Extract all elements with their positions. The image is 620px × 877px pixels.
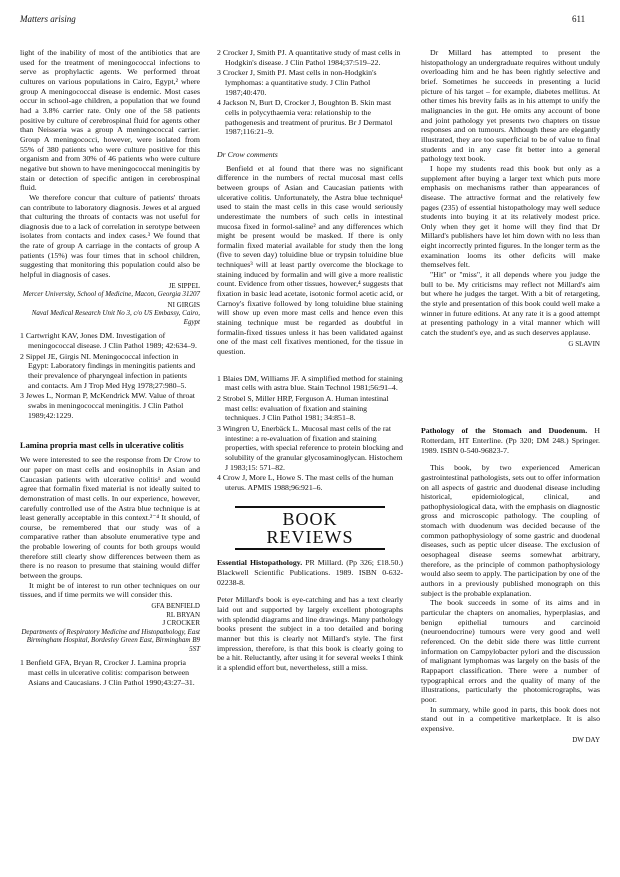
reference-list — [217, 374, 403, 493]
signature-block — [20, 282, 200, 327]
author-affiliation: Departments of Respiratory Medicine and Histopathology, East Birmingham Hospital, Bordesley Green East, Birmingham B9 5ST — [21, 627, 200, 653]
review-paragraph: I hope my students read this book but only as a supplement after buying a larger text which puts more emphasis on mechanisms rather than appearances of disease. The attractive format and the relatively few pages (235) of essential histopathology may well seduce students into buying it at its relatively modest price. Only when they get it home will they find that Dr Millard's publishers have let him down with no less than eight incorrectly printed figures. In the longer term as the examination looms its other deficits will make themselves felt. — [421, 163, 600, 270]
reference-item: 1 Blaies DM, Williams JF. A simplified method for staining mast cells with astra blue. Stain Technol 1981;56:91–4. — [217, 373, 403, 393]
article-paragraph: We were interested to see the response from Dr Crow to our paper on mast cells and eosinophils in Asian and Caucasian patients with ulcerative colitis¹ and would agree that formalin fixed material is not ideally suited to demonstration of mast cells. In our experience, however, carefully controlled use of the Astra blue technique is at least generally acceptable in this context.²⁻⁴ It should, of course, be remembered that our study was of a comparative rather than absolute enumerative type and the probable lowering of counts for both groups would therefore still clearly show differences between them as there is no reason to presume that staining would differ between the groups. — [20, 455, 200, 581]
article-paragraph: It might be of interest to run other techniques on our tissues, and if time permits we will consider this. — [20, 580, 200, 600]
comment-paragraph: Benfield et al found that there was no significant difference in the numbers of rectal mucosal mast cells between groups of Asian and Caucasian patients with ulcerative colitis. Unfortunately, the Astra blue technique¹ used to stain the mast cells in this case would seriously underestimate the numbers of such cells in intestinal mucosa fixed in formol-saline² and any differences which might be present would be masked. If there is only formalin fixed material available for study then the long (five to seven day) toluidine blue or trypsin toluidine blue techniques³ will at least partly overcome the blockage to staining induced by formalin and will give a more realistic count. Evidence from other tissues, however,⁴ suggests that fixation in basic lead acetate, isotonic formol acetic acid, or Carnoy's fixative followed by long toluidine blue staining will show up even more mast cells and hence even this staining technique must be regarded as doubtful in formalin-fixed tissues unless it has been validated against one of the mast cell fixatives mentioned, for the tissue in question. — [217, 163, 403, 357]
reference-list — [20, 331, 200, 420]
reference-list — [217, 48, 403, 137]
review-heading — [421, 426, 600, 455]
author-name: NI GIRGIS — [167, 300, 200, 309]
author-name: GFA BENFIELD — [151, 602, 200, 611]
column-2 — [217, 48, 403, 673]
review-paragraph: Dr Millard has attempted to present the histopathology an undergraduate requires without unduly overloading him and he has been rightly selective and brief. Sometimes he succeeds in presenting a lucid picture of his target – for example, diabetes mellitus. At other times his brevity fails as in his attempt to unify the malignancies in the gut. He omits any account of bone and joint pathology yet presents two chapters on tissue responses and on tumours. Although these are elegantly illustrated, they are too superficial to be of value to final students and in any case fit better into a general pathology text book. — [421, 48, 600, 164]
author-affiliation: Mercer University, School of Medicine, Macon, Georgia 31207 — [22, 290, 200, 299]
review-paragraph: In summary, while good in parts, this book does not stand out in a competitive marketplace. It is also expensive. — [421, 704, 600, 733]
running-header-section: Matters arising — [20, 14, 76, 24]
reference-item: 2 Strobel S, Miller HRP, Ferguson A. Human intestinal mast cells: evaluation of fixation and staining techniques. J Clin Pathol 1981; 34:851–8. — [217, 394, 389, 423]
reference-item: 3 Crocker J, Smith PJ. Mast cells in non-Hodgkin's lymphomas: a quantitative study. J Clin Pathol 1987;40:470. — [217, 68, 377, 97]
author-name: RL BRYAN — [166, 610, 200, 619]
author-name: JE SIPPEL — [168, 281, 200, 290]
book-reviews-title-line1: BOOK — [282, 508, 338, 529]
reference-list — [20, 658, 200, 687]
reference-item: 1 Benfield GFA, Bryan R, Crocker J. Lamina propria mast cells in ulcerative colitis: comparison between Asians and Caucasians. J Clin Pathol 1990;43:27–31. — [20, 658, 195, 687]
article-title: Lamina propria mast cells in ulcerative colitis — [20, 441, 184, 451]
review-paragraph: Peter Millard's book is eye-catching and has a text clearly laid out and supported by largely excellent photographs with splendid diagrams and line drawings. Many pathology books present the subject in a too detailed and boring manner but this is clearly not Millard's style. The first impression, therefore, is that this book is clearly going to be a hit. Reluctantly, after using it for several weeks I think it a splendid effort but, nevertheless, still a miss. — [217, 595, 403, 672]
author-name: J CROCKER — [162, 619, 200, 628]
reference-item: 2 Sippel JE, Girgis NI. Meningococcal infection in Egypt: Laboratory findings in meningitis patients and their prevalence of pharyngeal infection in patients and contacts. Am J Trop Med Hyg 1978;27:980–5. — [20, 351, 196, 390]
reference-item: 3 Jewes L, Norman P, McKendrick MW. Value of throat swabs in meningococcal meningitis. J Clin Pathol 1989;42:1229. — [20, 391, 195, 420]
review-details: PR Millard. (Pp 326; £18.50.) Blackwell Scientific Publications. 1989. ISBN 0-632-02238-8. — [217, 558, 403, 587]
reference-item: 1 Cartwright KAV, Jones DM. Investigation of meningococcal disease. J Clin Pathol 1989; 42:634–9. — [20, 331, 197, 351]
column-1 — [20, 48, 200, 688]
reviewer-signature: G SLAVIN — [568, 339, 600, 348]
page-number: 611 — [572, 14, 586, 24]
book-reviews-banner — [235, 506, 385, 551]
column-3 — [421, 48, 600, 744]
reference-item: 4 Jackson N, Burt D, Crocker J, Boughton B. Skin mast cells in polycythaemia vera: relationship to the pathogenesis and treatment of pruritus. Br J Dermatol 1987;116:21–9. — [217, 98, 393, 137]
review-title: Essential Histopathology. — [217, 558, 303, 568]
article-signature-block — [20, 602, 200, 653]
review-details: H Rotterdam, HT Enterline. (Pp 320; DM 248.) Springer. 1989. ISBN 0-540-96823-7. — [421, 426, 600, 455]
review-paragraph: "Hit" or "miss", it all depends where you judge the bull to be. My criticisms may reflect not Millard's aim but where he judges the target. With a bit of retargeting, the style and presentation of this book could well make a winner in future editions. At any rate it is a good attempt at presenting pathology in a vital manner which will catch the student's eye, and as such deserves applause. — [421, 270, 600, 338]
reviewer-signature: DW DAY — [572, 735, 600, 744]
book-reviews-title-line2: REVIEWS — [266, 526, 354, 547]
letter-paragraph: We therefore concur that culture of patients' throats can contribute to laboratory diagnosis. Jewes et al argued that culturing the throats of contacts was not useful for diagnosis due to a lack of correlation in serotype between isolates from contacts and index cases.³ We found that the rate of group A carriage in the contacts of group A patients (15%) was four times that in school children, suggesting that monitoring this population could also be helpful in diagnosis of cases. — [20, 192, 200, 280]
review-title: Pathology of the Stomach and Duodenum. — [421, 426, 588, 436]
reference-item: 2 Crocker J, Smith PJ. A quantitative study of mast cells in Hodgkin's disease. J Clin Pathol 1984;37:519–22. — [217, 48, 401, 67]
reference-item: 3 Wingren U, Enerbäck L. Mucosal mast cells of the rat intestine: a re-evaluation of fixation and staining properties, with special reference to protein blocking and solubility of the granular glycosaminoglycan. Histochem J 1983;15: 571–82. — [217, 423, 403, 472]
comment-heading: Dr Crow comments — [217, 149, 278, 159]
review-heading — [217, 558, 403, 587]
author-affiliation: Naval Medical Research Unit No 3, c/o US Embassy, Cairo, Egypt — [31, 309, 200, 326]
review-paragraph: The book succeeds in some of its aims and in particular the chapters on anomalies, hyperplasias, and benign epithelial tumours and carcinoid (neuroendocrine) tumours were very good and well referenced. On the debit side there was little current information on Campylobacter pylori and the discussion of malignant lymphomas was largely on the basis of the Rappaport classification. There were a number of typographical errors and the quality of many of the illustrations, particularly the photomicrographs, was poor. — [421, 598, 600, 704]
letter-paragraph: light of the inability of most of the antibiotics that are used for the treatment of meningococcal infections to serve as prophylactic agents. We performed throat cultures on various populations in Cairo, Egypt,² where group A meningococcal disease is endemic. Most cases occur in school-age children, a population that we found had a 3.8% carrier rate. Only one of the 58 patients positive by culture of cerebrospinal fluid for agents other than Neisseria was a group A meningococcal carrier. Group A meningococci, however, were isolated from 55% of 380 patients who were culture positive for this organism and from 30% of 46 patients who were culture negative but shown to have meningococcal meningitis by stain or detection of specific antigen in cerebrospinal fluid. — [20, 48, 200, 193]
review-paragraph: This book, by two experienced American gastrointestinal pathologists, sets out to offer information on all aspects of gastric and duodenal disease including historical, epidemiological, clinical, and pathophysiological data, with the emphasis on diagnostic gross and microscopic pathology. The coupling of stomach with duodenum was decided because of the common pathophysiology of some gastric and duodenal diseases, such as peptic ulcer disease. The exclusion of oesophageal disease seems somewhat arbitrary, therefore, as the principle of common pathophysiology would also seem to apply. The participation by one of the authors in a previously published monograph on this subject is the probable explanation. — [421, 463, 600, 598]
reference-item: 4 Crow J, More L, Howe S. The mast cells of the human uterus. APMIS 1988;96:921–6. — [217, 473, 394, 492]
